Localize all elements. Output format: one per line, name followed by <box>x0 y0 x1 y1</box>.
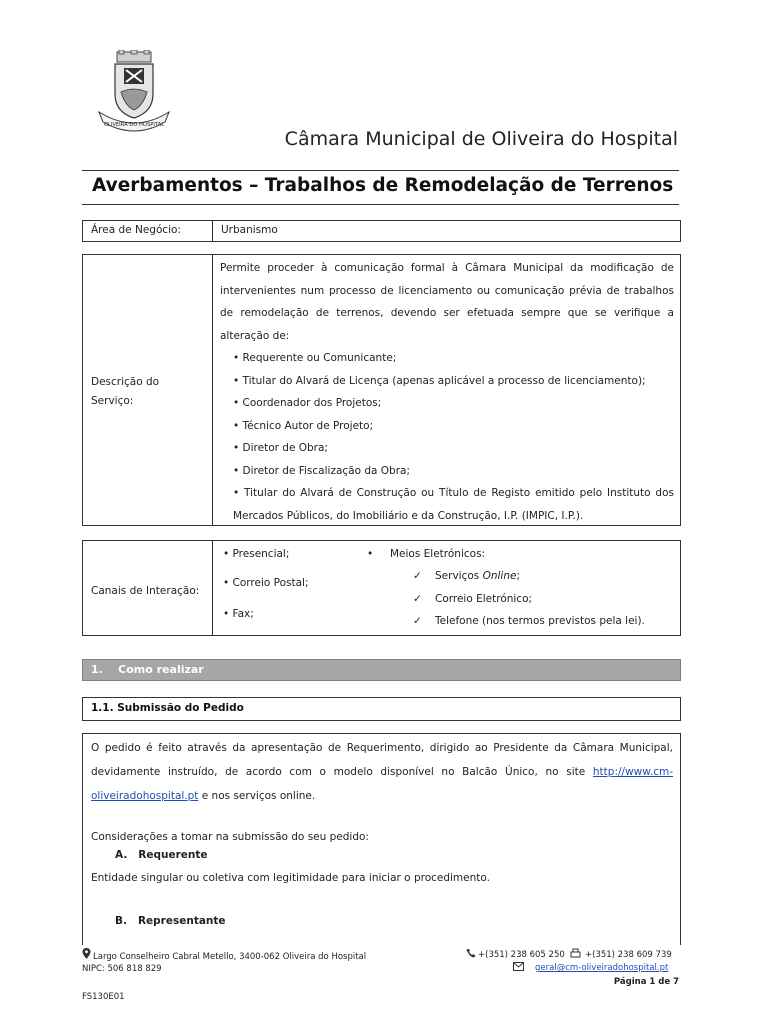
email-icon <box>513 962 524 974</box>
footer-address: Largo Conselheiro Cabral Metello, 3400-062 Oliveira do Hospital <box>93 952 367 962</box>
channel-online-services: Serviços Online; <box>435 570 520 582</box>
section-header-label: 1. Como realizar <box>91 663 204 676</box>
service-description-row <box>82 254 681 526</box>
municipal-coat-of-arms <box>95 50 173 134</box>
channel-email: Correio Eletrónico; <box>435 593 533 605</box>
footer-email-link[interactable]: geral@cm-oliveiradohospital.pt <box>535 963 669 973</box>
footer-nipc: NIPC: 506 818 829 <box>82 964 162 974</box>
interaction-channels-row <box>82 540 681 636</box>
title-rule-top <box>82 170 679 171</box>
list-item: • Diretor de Fiscalização da Obra; <box>233 464 411 477</box>
footer-phone: +(351) 238 605 250 <box>478 950 565 960</box>
fax-icon <box>570 948 581 961</box>
location-pin-icon <box>82 948 91 962</box>
check-icon: ✓ <box>413 615 422 627</box>
requerente-text: Entidade singular ou coletiva com legitimidade para iniciar o procedimento. <box>91 872 490 884</box>
footer-fax: +(351) 238 609 739 <box>585 950 672 960</box>
business-area-label: Área de Negócio: <box>91 224 182 236</box>
list-item: • Técnico Autor de Projeto; <box>233 419 374 432</box>
business-area-value: Urbanismo <box>221 224 278 236</box>
channel-electronic-title: Meios Eletrónicos: <box>390 548 486 560</box>
form-code: FS130E01 <box>82 992 125 1002</box>
service-description-content <box>220 257 674 527</box>
title-rule-bottom <box>82 204 679 205</box>
list-item: • Titular do Alvará de Construção ou Título de Registo emitido pelo Instituto dos Mercados Públicos, do Imobiliário e da Construção, I.P. (IMPIC, I.P.). <box>233 487 674 522</box>
subsection-header-label: 1.1. Submissão do Pedido <box>91 702 244 714</box>
organization-name: Câmara Municipal de Oliveira do Hospital <box>284 128 678 150</box>
description-intro: Permite proceder à comunicação formal à Câmara Municipal da modificação de intervenientes num processo de licenciamento ou comunicação prévia de trabalhos de remodelação de terrenos, devendo ser efetuada sempre que se verifique a alteração de: <box>220 262 674 342</box>
website-link[interactable]: http://www.cm-oliveiradohospital.pt <box>91 766 673 802</box>
channel-correio-postal: • Correio Postal; <box>223 577 309 589</box>
phone-icon <box>466 948 476 961</box>
considerations-text: Considerações a tomar na submissão do seu pedido: <box>91 831 369 843</box>
list-item: • Requerente ou Comunicante; <box>233 352 397 364</box>
check-icon: ✓ <box>413 570 422 582</box>
channel-fax: • Fax; <box>223 608 254 620</box>
submission-body <box>82 733 681 945</box>
service-description-label: Descrição do Serviço: <box>91 376 160 407</box>
interaction-channels-label: Canais de Interação: <box>91 585 200 597</box>
subsection-header-submissao <box>82 697 681 721</box>
business-area-row <box>82 220 681 242</box>
page-title: Averbamentos – Trabalhos de Remodelação de Terrenos <box>92 175 674 196</box>
list-item: • Titular do Alvará de Licença (apenas aplicável a processo de licenciamento); <box>233 374 646 387</box>
list-item: • Diretor de Obra; <box>233 442 328 454</box>
channel-phone: Telefone (nos termos previstos pela lei). <box>435 615 645 627</box>
section-header-como-realizar <box>82 659 681 681</box>
page-number: Página 1 de 7 <box>613 977 679 987</box>
logo-ribbon-text: OLIVEIRA DO HOSPITAL <box>103 122 165 128</box>
channel-bullet: • <box>367 548 374 560</box>
heading-representante: B. Representante <box>115 915 226 927</box>
list-item: • Coordenador dos Projetos; <box>233 397 382 409</box>
submission-paragraph: O pedido é feito através da apresentação de Requerimento, dirigido ao Presidente da Câmara Municipal, devidamente instruído, de acordo com o modelo disponível no Balcão Único, no site http://www.cm-oliveiradohospital.pt e nos serviços online. <box>91 742 673 802</box>
channel-presencial: • Presencial; <box>223 548 290 560</box>
check-icon: ✓ <box>413 593 422 605</box>
heading-requerente: A. Requerente <box>115 849 208 861</box>
